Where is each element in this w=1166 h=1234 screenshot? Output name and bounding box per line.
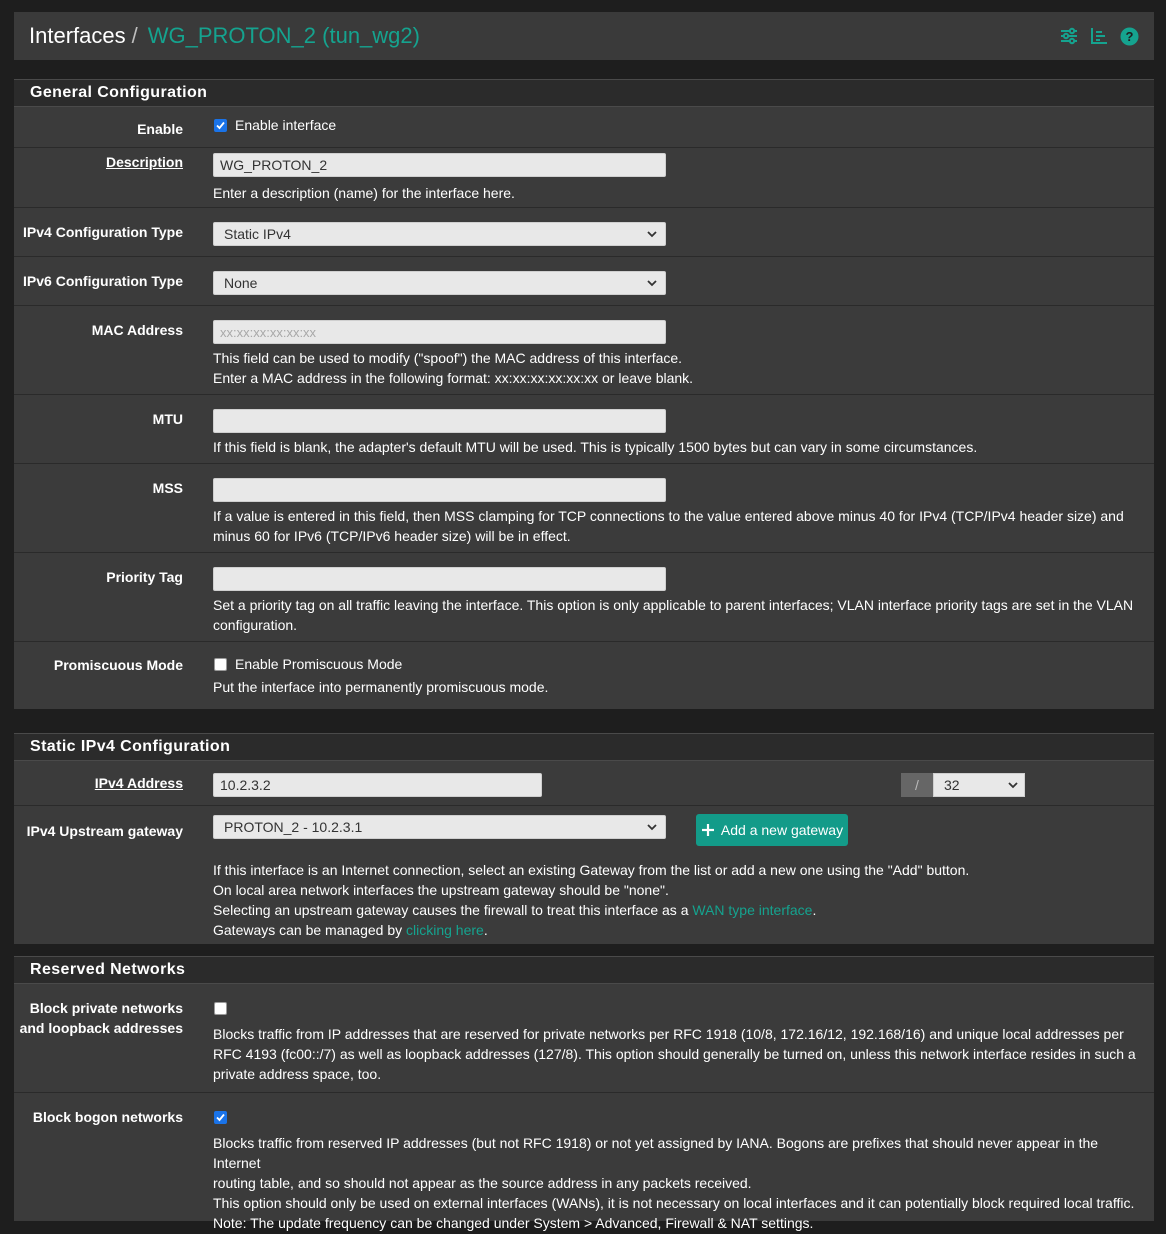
block-private-help-3: private address space, too. (213, 1066, 382, 1082)
mac-row (14, 306, 1154, 395)
block-private-label-line1: Block private networks (29, 1000, 183, 1016)
chevron-down-icon (647, 824, 657, 831)
ipv4-address-row (14, 761, 1154, 806)
description-input[interactable]: WG_PROTON_2 (213, 153, 666, 177)
mss-input[interactable] (213, 478, 666, 502)
mss-help-2: minus 60 for IPv6 (TCP/IPv6 header size) will be in effect. (213, 528, 571, 544)
breadcrumb-current[interactable]: WG_PROTON_2 (tun_wg2) (147, 23, 420, 48)
header-icons (1059, 26, 1139, 46)
description-help: Enter a description (name) for the interface here. (213, 185, 515, 201)
ipv4-gateway-label: IPv4 Upstream gateway (26, 823, 183, 839)
block-bogon-checkbox[interactable] (213, 1111, 1144, 1124)
ipv6-type-select[interactable] (213, 271, 666, 295)
checkbox-checked-icon[interactable] (214, 1111, 227, 1124)
promisc-checkbox-label: Enable Promiscuous Mode (235, 656, 403, 672)
gateway-help-4-end: . (483, 922, 488, 938)
ipv4-type-value: Static IPv4 (224, 226, 291, 242)
ipv4-type-label: IPv4 Configuration Type (23, 224, 183, 240)
enable-interface-label: Enable interface (235, 117, 337, 133)
promisc-label: Promiscuous Mode (53, 657, 183, 673)
promisc-help: Put the interface into permanently promiscuous mode. (213, 679, 549, 695)
promisc-checkbox[interactable] (213, 656, 1144, 672)
mss-label: MSS (152, 480, 183, 496)
wan-type-interface-link[interactable]: WAN type interface (692, 902, 813, 918)
description-row (14, 148, 1154, 208)
mss-help-1: If a value is entered in this field, then MSS clamping for TCP connections to the value entered above minus 40 for IPv4 (TCP/IPv4 header size) and (213, 508, 1124, 524)
mtu-help: If this field is blank, the adapter's default MTU will be used. This is typically 1500 bytes but can vary in some circumstances. (213, 439, 978, 455)
svg-text:?: ? (1125, 28, 1133, 44)
mss-row (14, 464, 1154, 553)
block-bogon-help-4: Note: The update frequency can be changed under System > Advanced, Firewall & NAT settings. (213, 1215, 814, 1231)
chevron-down-icon (1008, 782, 1018, 789)
checkbox-unchecked-icon[interactable] (214, 658, 227, 671)
enable-interface-checkbox[interactable] (213, 117, 1144, 133)
ipv4-type-select[interactable] (213, 222, 666, 246)
general-configuration-panel (14, 79, 1154, 709)
mtu-input[interactable] (213, 409, 666, 433)
priority-help-2: configuration. (213, 617, 298, 633)
chevron-down-icon (647, 280, 657, 287)
breadcrumb-separator: / (131, 23, 138, 48)
log-chart-icon[interactable] (1089, 26, 1109, 46)
block-bogon-help-1: Blocks traffic from reserved IP addresses (but not RFC 1918) or not yet assigned by IANA. Bogons are prefixes that should never appear in the Internet (213, 1135, 1099, 1171)
chevron-down-icon (647, 231, 657, 238)
help-icon[interactable] (1119, 26, 1139, 46)
checkbox-unchecked-icon[interactable] (214, 1002, 227, 1015)
ipv4-address-label[interactable]: IPv4 Address (94, 775, 183, 791)
priority-row (14, 553, 1154, 642)
plus-icon (701, 823, 715, 837)
gateway-help-1: If this interface is an Internet connection, select an existing Gateway from the list or add a new one using the "Add" button. (213, 862, 970, 878)
mtu-label: MTU (152, 411, 183, 427)
breadcrumb-interfaces[interactable]: Interfaces (29, 23, 126, 48)
enable-label: Enable (137, 121, 183, 137)
block-private-row (14, 984, 1154, 1093)
block-bogon-label: Block bogon networks (32, 1109, 183, 1125)
priority-input[interactable] (213, 567, 666, 591)
page-header (14, 12, 1154, 60)
ipv4-type-row (14, 208, 1154, 257)
add-new-gateway-label: Add a new gateway (720, 822, 844, 838)
gateways-clicking-here-link[interactable]: clicking here (406, 922, 484, 938)
priority-help-1: Set a priority tag on all traffic leaving the interface. This option is only applicable to parent interfaces; VLAN interface priority tags are set in the VLAN (213, 597, 1134, 613)
block-private-label (13, 998, 183, 1038)
block-private-help-2: RFC 4193 (fc00::/7) as well as loopback addresses (127/8). This option should generally be turned on, unless this network interface resides in such a (213, 1046, 1136, 1062)
reserved-networks-panel (14, 956, 1154, 1231)
ipv6-type-row (14, 257, 1154, 306)
cidr-select[interactable] (933, 773, 1025, 797)
panel-title: Static IPv4 Configuration (14, 733, 1154, 761)
block-private-help-1: Blocks traffic from IP addresses that are reserved for private networks per RFC 1918 (10/8, 172.16/12, 192.168/16) and unique local addresses per (213, 1026, 1124, 1042)
panel-title: General Configuration (14, 79, 1154, 107)
gateway-help-4 (213, 920, 1144, 940)
ipv6-type-label: IPv6 Configuration Type (23, 273, 183, 289)
mac-help-1: This field can be used to modify ("spoof") the MAC address of this interface. (213, 350, 683, 366)
mac-help-2: Enter a MAC address in the following format: xx:xx:xx:xx:xx:xx or leave blank. (213, 370, 694, 386)
sliders-icon[interactable] (1059, 26, 1079, 46)
gateway-help-2: On local area network interfaces the upstream gateway should be "none". (213, 882, 669, 898)
block-bogon-help-3: This option should only be used on external interfaces (WANs), it is not necessary on local interfaces and it can potentially block required local traffic. (213, 1195, 1135, 1211)
cidr-value: 32 (944, 777, 960, 793)
panel-title: Reserved Networks (14, 956, 1154, 984)
ipv4-gateway-row (14, 806, 1154, 944)
enable-row (14, 107, 1154, 148)
ipv4-address-input[interactable]: 10.2.3.2 (213, 773, 542, 797)
promisc-row (14, 642, 1154, 709)
checkbox-checked-icon[interactable] (214, 119, 227, 132)
ipv6-type-value: None (224, 275, 258, 291)
block-private-checkbox[interactable] (213, 1002, 1144, 1015)
gateway-help-4-text: Gateways can be managed by (213, 922, 407, 938)
ipv4-gateway-select[interactable] (213, 815, 666, 839)
static-ipv4-panel (14, 733, 1154, 944)
cidr-separator: / (901, 773, 933, 797)
mac-input[interactable]: xx:xx:xx:xx:xx:xx (213, 320, 666, 344)
ipv4-gateway-value: PROTON_2 - 10.2.3.1 (224, 819, 363, 835)
add-new-gateway-button[interactable] (696, 814, 848, 846)
block-bogon-help-2: routing table, and so should not appear as the source address in any packets received. (213, 1175, 752, 1191)
description-label[interactable]: Description (105, 154, 183, 170)
block-bogon-row (14, 1093, 1154, 1231)
block-private-label-line2: and loopback addresses (19, 1020, 183, 1036)
gateway-help-3-text: Selecting an upstream gateway causes the firewall to treat this interface as a (213, 902, 693, 918)
gateway-help-3-end: . (812, 902, 817, 918)
gateway-help-3 (213, 900, 1144, 920)
mac-label: MAC Address (91, 322, 183, 338)
priority-label: Priority Tag (106, 569, 183, 585)
mtu-row (14, 395, 1154, 464)
